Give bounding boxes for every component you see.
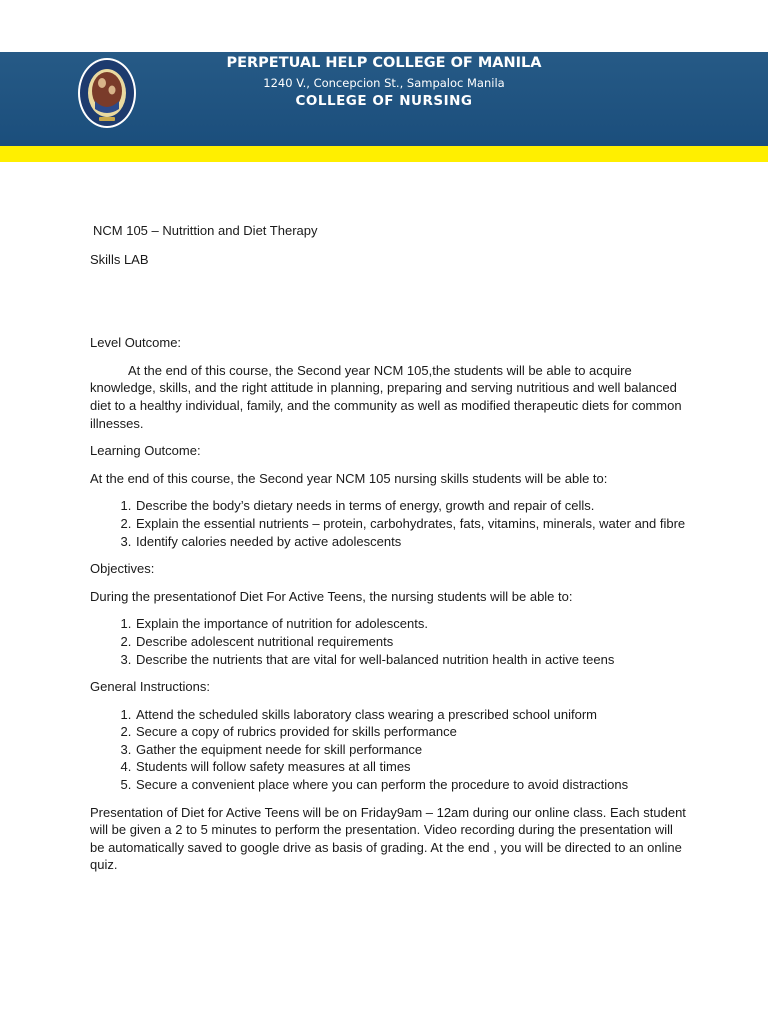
list-item: 2. Secure a copy of rubrics provided for skills performance — [135, 723, 690, 741]
college-department: COLLEGE OF NURSING — [295, 93, 473, 109]
general-instructions-list — [90, 706, 690, 794]
learning-outcome-intro: At the end of this course, the Second year NCM 105 nursing skills students will be able to: — [90, 470, 608, 486]
college-address: 1240 V., Concepcion St., Sampaloc Manila — [263, 76, 505, 90]
list-item: 3. Describe the nutrients that are vital for well-balanced nutrition health in active teens — [135, 651, 690, 669]
list-item: 3. Gather the equipment neede for skill performance — [135, 741, 690, 759]
objectives-list — [90, 615, 690, 668]
closing-paragraph: Presentation of Diet for Active Teens will be on Friday9am – 12am during our online class. Each student will be given a 2 to 5 minutes to perform the presentation. Video recording during the presentation will be automatically saved to google drive as basis of grading. At the end , you will be directed to an online quiz. — [90, 804, 686, 873]
list-item: 1. Explain the importance of nutrition for adolescents. — [135, 615, 690, 633]
list-item: 5. Secure a convenient place where you can perform the procedure to avoid distractions — [135, 776, 690, 794]
document-subtitle: Skills LAB — [90, 251, 149, 267]
general-instructions-heading: General Instructions: — [90, 679, 210, 695]
header-stripe — [0, 146, 768, 162]
college-name: PERPETUAL HELP COLLEGE OF MANILA — [226, 55, 542, 71]
list-item: 1. Describe the body’s dietary needs in terms of energy, growth and repair of cells. — [135, 497, 690, 515]
list-item: 4. Students will follow safety measures at all times — [135, 758, 690, 776]
learning-outcome-list — [90, 497, 690, 550]
list-item: 3. Identify calories needed by active adolescents — [135, 533, 690, 551]
list-item: 2. Explain the essential nutrients – protein, carbohydrates, fats, vitamins, minerals, water and fibre — [135, 515, 690, 533]
objectives-heading: Objectives: — [90, 561, 155, 577]
list-item: 1. Attend the scheduled skills laboratory class wearing a prescribed school uniform — [135, 706, 690, 724]
learning-outcome-heading: Learning Outcome: — [90, 443, 201, 459]
level-outcome-heading: Level Outcome: — [90, 335, 182, 351]
document-body — [90, 222, 690, 874]
level-outcome-text: At the end of this course, the Second year NCM 105,the students will be able to acquire knowledge, skills, and the right attitude in planning, preparing and serving nutritious and well balanced diet to a healthy individual, family, and the community as well as modified therapeutic diets for common illnesses. — [90, 362, 682, 431]
objectives-intro: During the presentationof Diet For Active Teens, the nursing students will be able to: — [90, 588, 573, 604]
list-item: 2. Describe adolescent nutritional requirements — [135, 633, 690, 651]
course-title: NCM 105 – Nutrittion and Diet Therapy — [93, 223, 318, 238]
